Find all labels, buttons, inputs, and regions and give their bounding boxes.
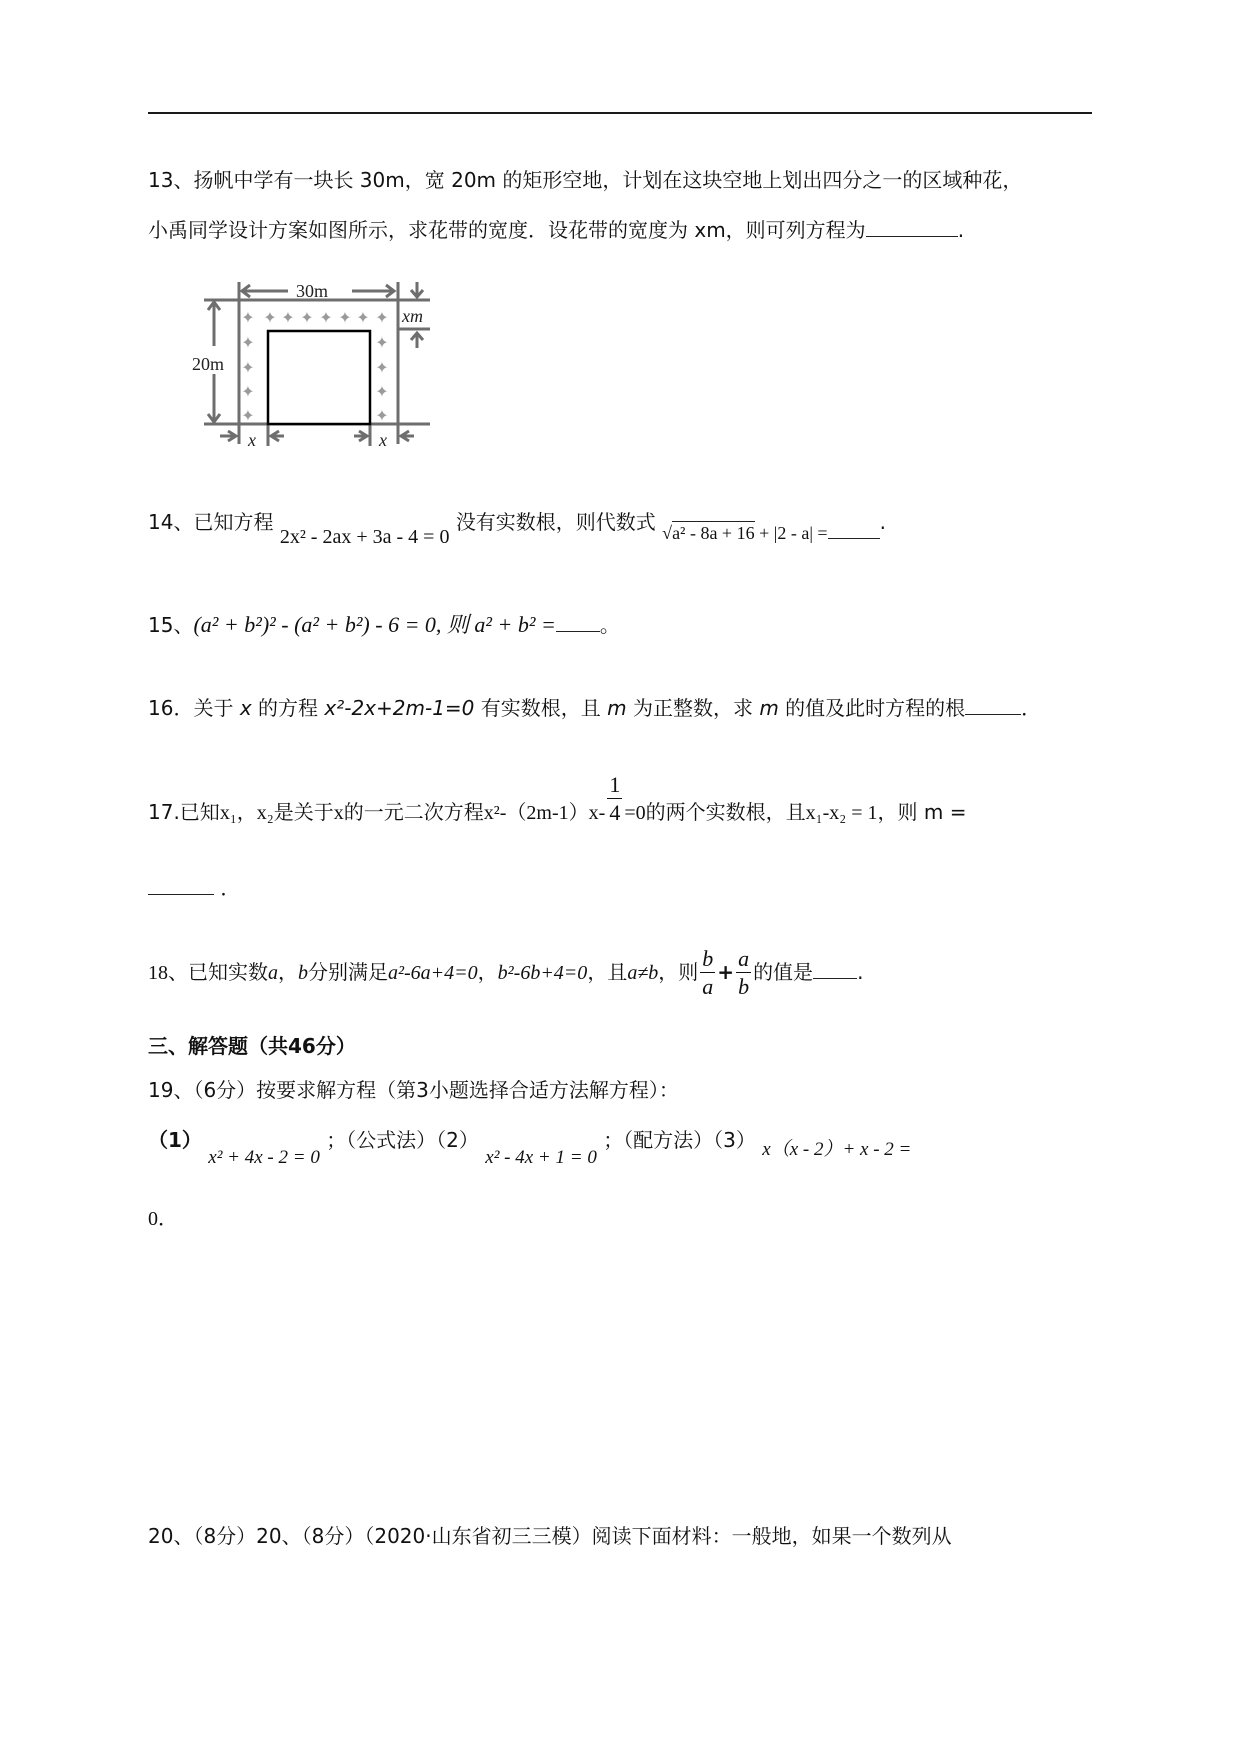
svg-text:✦: ✦ [241,406,255,425]
svg-text:✦: ✦ [338,308,352,327]
q19-tail: 0． [148,1208,178,1230]
q16-text-b: 的方程 [258,696,319,720]
q19-p1-method: ；（公式法）（2） [326,1128,479,1152]
q17-answer-blank [148,894,214,895]
q18-frac1 [700,946,715,1001]
q18-text-f: ，则 [658,960,699,984]
q14-expression: √a² - 8a + 16 + |2 - a| = [662,523,828,543]
svg-text:xm: xm [402,306,423,326]
q19-p1-label: （1） [148,1128,202,1152]
svg-text:✦: ✦ [375,382,389,401]
q19-parts [148,1124,912,1168]
q14-middle: 没有实数根，则代数式 [455,510,656,534]
svg-text:✦: ✦ [263,308,277,327]
q18-text-b: ， [278,960,298,984]
q17-text-b: 是关于 [273,800,334,824]
section-title: 三、解答题（共46分） [148,1034,356,1058]
q15-line [148,608,620,639]
q17-x2: x₂ [256,802,274,824]
q17-frac-den: 4 [609,800,621,825]
svg-text:✦: ✦ [375,333,389,352]
svg-text:✦: ✦ [281,308,295,327]
svg-text:✦: ✦ [319,308,333,327]
svg-text:✦: ✦ [241,358,255,377]
q17-frac-num: 1 [609,772,621,797]
svg-text:✦: ✦ [300,308,314,327]
q16-text-e: 的值及此时方程的根 [785,696,966,720]
q14-prefix: 14、已知方程 [148,510,274,534]
q14-abs-part: + |2 - a| = [759,523,828,543]
q15-prefix: 15、 [148,613,194,637]
svg-text:✦: ✦ [241,382,255,401]
q16-var-m2: m [759,696,779,720]
q18-frac2 [736,946,751,1001]
q14-line [148,506,886,548]
q17-text-e: ，则 m = [877,800,967,824]
q19-p2-method: ；（配方法）（3） [603,1128,756,1152]
svg-text:✦: ✦ [241,333,255,352]
svg-text:✦: ✦ [356,308,370,327]
q16-var-x: x [239,696,252,720]
q18-text-g: 的值是 [753,960,814,984]
q17-end: ． [220,876,241,900]
q18-var-b: b [298,962,308,984]
q15-equation: (a² + b²)² - (a² + b²) - 6 = 0, 则 a² + b² = [193,612,556,637]
q17-text-d: 的两个实数根，且 [645,800,806,824]
q17-text-c: 的一元二次方程 [343,800,484,824]
q17-answer-line [148,872,240,901]
q18-frac1-den: a [702,974,714,999]
svg-text:✦: ✦ [375,358,389,377]
svg-text:20m: 20m [192,354,225,374]
q18-text-e: ，且 [587,960,628,984]
q13-end: . [957,218,965,242]
q17-condition: x₁-x₂ = 1 [805,802,878,824]
q17-var-x: x [333,802,344,824]
q18-plus: + [717,960,735,984]
q15-end: 。 [599,613,620,637]
svg-text:✦: ✦ [241,308,255,327]
q17-line [148,772,967,841]
q13-diagram [190,270,450,460]
q13-answer-blank [866,236,958,237]
header-rule [148,112,1092,114]
svg-text:x: x [379,430,387,450]
q16-equation: x²-2x+2m-1=0 [324,696,475,720]
q18-cond: a≠b [627,962,659,984]
q18-text-d: ， [477,960,498,984]
q17-x1: x₁ [219,802,237,824]
q18-text-c: 分别满足 [308,960,388,984]
q17-equation-a: x²-（2m-1）x- [483,802,606,824]
svg-text:✦: ✦ [375,308,389,327]
q18-frac2-den: b [738,974,750,999]
q16-line [148,692,1041,721]
q16-end: ． [1021,696,1042,720]
q18-answer-blank [813,978,857,979]
q15-answer-blank [556,631,600,632]
q19-p1-eq: x² + 4x - 2 = 0 [208,1147,320,1168]
q14-sqrt-body: a² - 8a + 16 [672,523,755,543]
q17-equation-b: =0 [624,802,646,824]
q18-text-a: 18、已知实数 [148,962,268,984]
q16-var-m: m [607,696,627,720]
q18-end: . [857,960,864,984]
q18-frac1-num: b [702,946,714,971]
q19-intro: 19、（6分）按要求解方程（第3小题选择合适方法解方程）： [148,1078,679,1102]
q13-line2 [148,214,964,243]
q16-text-d: 为正整数，求 [632,696,753,720]
q18-line [148,946,863,1001]
q14-end: . [879,510,886,534]
svg-text:✦: ✦ [375,406,389,425]
q13-text: 小禹同学设计方案如图所示，求花带的宽度．设花带的宽度为 xm，则可列方程为 [148,218,866,242]
q17-text-a: 17.已知 [148,800,220,824]
q18-frac2-num: a [738,946,750,971]
q18-eq1: a²-6a+4=0 [388,962,478,984]
q17-fraction [607,772,622,827]
q18-eq2: b²-6b+4=0 [497,962,588,984]
q16-answer-blank [965,714,1021,715]
q14-equation: 2x² - 2ax + 3a - 4 = 0 [279,526,450,548]
svg-text:x: x [248,430,256,450]
q20-line: 20、（8分）20、（8分）（2020·山东省初三三模）阅读下面材料：一般地，如果一个数列从 [148,1524,952,1548]
q19-p3-eq: x（x - 2）+ x - 2 = [762,1139,912,1160]
svg-text:30m: 30m [296,281,329,301]
q18-var-a: a [268,962,278,984]
q19-p2-eq: x² - 4x + 1 = 0 [485,1147,597,1168]
q13-line1: 13、扬帆中学有一块长 30m，宽 20m 的矩形空地，计划在这块空地上划出四分之一的区域种花， [148,168,1023,192]
q16-text-c: 有实数根，且 [480,696,601,720]
q16-text-a: 16．关于 [148,696,234,720]
garden-plan-figure [190,270,450,460]
q17-sep: ， [236,800,257,824]
q14-answer-blank [828,538,880,539]
